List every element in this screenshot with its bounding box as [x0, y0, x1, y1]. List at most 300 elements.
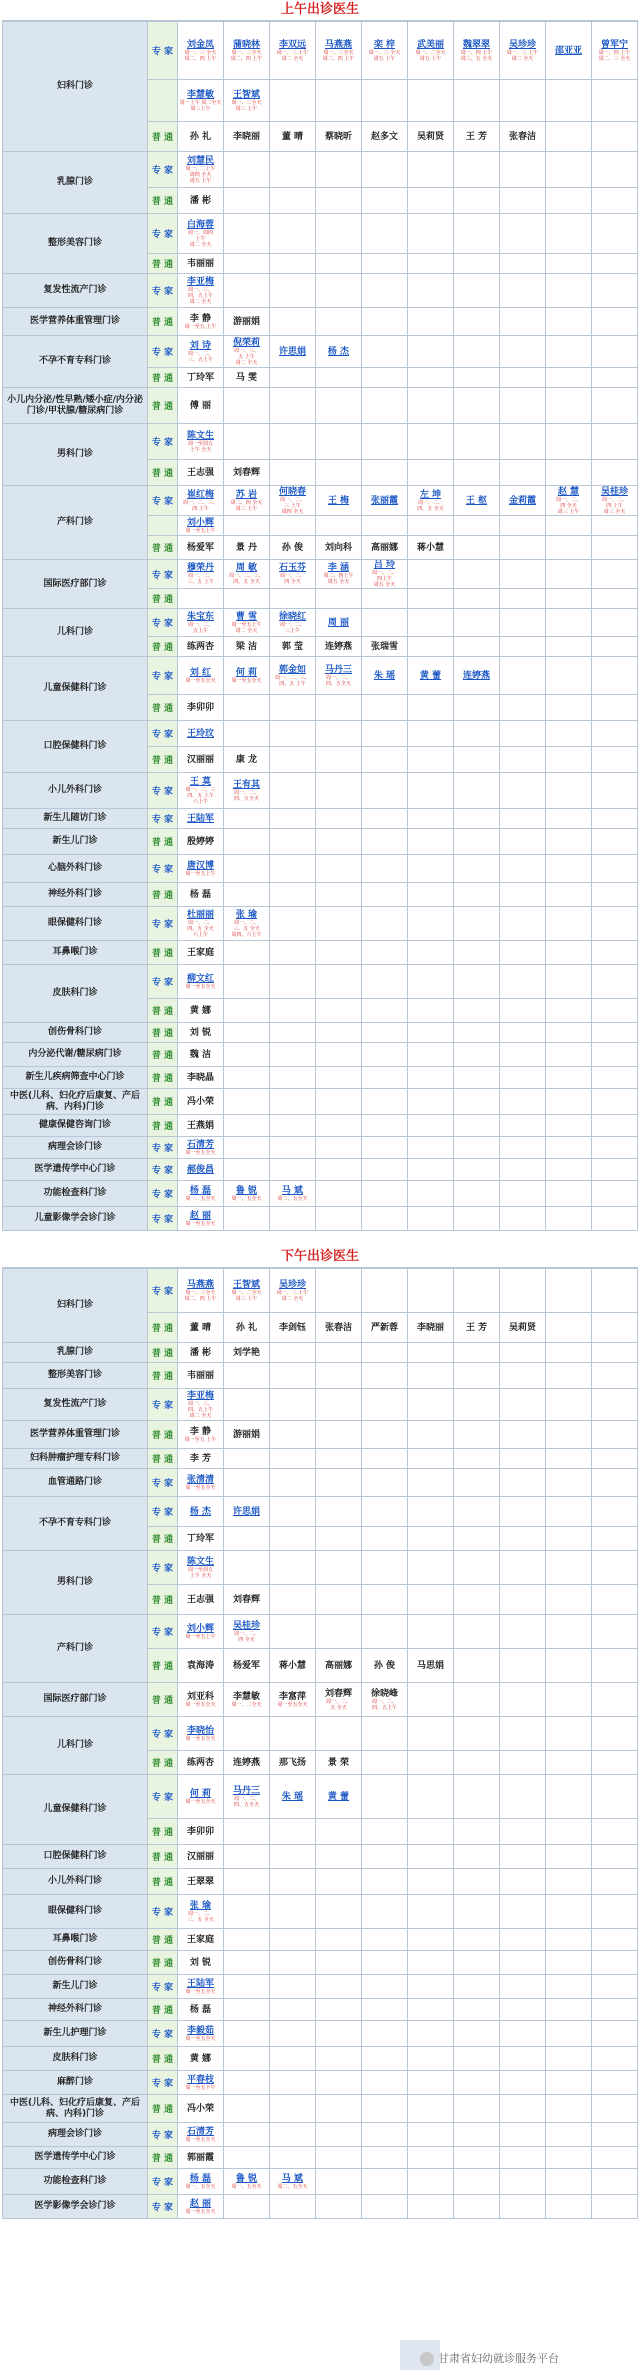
- doctor-name[interactable]: 冯小荣: [186, 1096, 214, 1107]
- doctor-name[interactable]: 李卯卯: [186, 1826, 214, 1837]
- doctor-name[interactable]: 刘慧民: [186, 155, 214, 166]
- doctor-name[interactable]: 黄 娜: [189, 2053, 212, 2064]
- doctor-name[interactable]: 鲁 锐: [235, 1185, 258, 1196]
- doctor-cell: [270, 1551, 316, 1585]
- doctor-cell: [224, 486, 270, 516]
- doctor-name[interactable]: 刘春辉: [324, 1688, 352, 1699]
- doctor-cell: [224, 1615, 270, 1649]
- doctor-name[interactable]: 刘学艳: [232, 1347, 260, 1358]
- doctor-cell: [592, 1023, 638, 1043]
- table-row: [3, 1137, 638, 1159]
- doctor-name[interactable]: 马燕燕: [186, 1279, 214, 1290]
- doctor-name[interactable]: 杨 磊: [189, 1185, 212, 1196]
- doctor-name[interactable]: 吴莉贤: [508, 1322, 536, 1333]
- doctor-name[interactable]: 王智斌: [232, 1279, 260, 1290]
- table-row: [3, 1497, 638, 1527]
- doctor-cell: [408, 1869, 454, 1895]
- doctor-cell: [362, 2123, 408, 2147]
- doctor-name[interactable]: 倪荣莉: [232, 337, 260, 348]
- doctor-name[interactable]: 刘小辉: [186, 517, 214, 528]
- doctor-cell: [224, 274, 270, 308]
- doctor-cell: [500, 560, 546, 589]
- expert-label: 专 家: [148, 1207, 178, 1231]
- doctor-cell: [592, 1751, 638, 1775]
- general-label: 普 通: [148, 1819, 178, 1845]
- doctor-name[interactable]: 吕 玲: [373, 560, 396, 570]
- table-row: [3, 1269, 638, 1313]
- schedule-note: 周一、三全天 周二、四 上午: [230, 49, 263, 62]
- schedule-note: 周一、二、三、 四、五 全天: [228, 573, 264, 585]
- doctor-name[interactable]: 王有其: [232, 779, 260, 790]
- doctor-name[interactable]: 魏 洁: [189, 1049, 212, 1060]
- doctor-cell: [362, 941, 408, 965]
- expert-label: 专 家: [148, 1615, 178, 1649]
- schedule-note: 周一、二、 四上午 周五 全天: [371, 570, 397, 588]
- doctor-name[interactable]: 王 莫: [189, 776, 212, 787]
- doctor-name[interactable]: 景 丹: [235, 542, 258, 553]
- doctor-cell: [270, 1269, 316, 1313]
- doctor-name[interactable]: 康 龙: [235, 754, 258, 765]
- doctor-cell: [224, 589, 270, 609]
- table-row: [3, 829, 638, 855]
- doctor-name[interactable]: 栾 梓: [373, 39, 396, 50]
- doctor-name[interactable]: 王 枢: [465, 495, 488, 506]
- doctor-cell: [592, 1067, 638, 1089]
- doctor-name[interactable]: 王志强: [186, 1594, 214, 1605]
- doctor-cell: [546, 1751, 592, 1775]
- doctor-cell: [178, 1869, 224, 1895]
- doctor-name[interactable]: 刘春辉: [232, 467, 260, 478]
- department-name: 神经外科门诊: [3, 1999, 148, 2021]
- doctor-cell: [500, 1951, 546, 1975]
- department-name: 皮肤科门诊: [3, 965, 148, 1023]
- doctor-name[interactable]: 韦丽丽: [186, 1370, 214, 1381]
- doctor-name[interactable]: 杨 磊: [189, 2173, 212, 2184]
- doctor-name[interactable]: 赵 丽: [189, 1210, 212, 1221]
- doctor-name[interactable]: 刘小辉: [186, 1623, 214, 1634]
- doctor-name[interactable]: 汉丽丽: [186, 1851, 214, 1862]
- doctor-name[interactable]: 李剑钰: [278, 1322, 306, 1333]
- doctor-name[interactable]: 李富萍: [278, 1691, 306, 1702]
- doctor-cell: [500, 637, 546, 657]
- doctor-name[interactable]: 许思娟: [232, 1506, 260, 1517]
- doctor-cell: [408, 1929, 454, 1951]
- doctor-cell: [546, 1115, 592, 1137]
- doctor-cell: [224, 999, 270, 1023]
- doctor-name[interactable]: 李慧敏: [232, 1691, 260, 1702]
- doctor-name[interactable]: 严新蓉: [370, 1322, 398, 1333]
- doctor-cell: [408, 2021, 454, 2047]
- doctor-name[interactable]: 丁玲军: [186, 1533, 214, 1544]
- doctor-name[interactable]: 蔡晓昕: [324, 131, 352, 142]
- doctor-name[interactable]: 马思娟: [416, 1660, 444, 1671]
- doctor-name[interactable]: 刘 锐: [189, 1027, 212, 1038]
- doctor-cell: [316, 1869, 362, 1895]
- doctor-name[interactable]: 孙 俊: [373, 1660, 396, 1671]
- doctor-cell: [408, 809, 454, 829]
- doctor-name[interactable]: 黄 蕾: [419, 670, 442, 681]
- doctor-name[interactable]: 柳文红: [186, 973, 214, 984]
- doctor-name[interactable]: 蒋小慧: [278, 1660, 306, 1671]
- doctor-name[interactable]: 景 荣: [327, 1757, 350, 1768]
- doctor-name[interactable]: 孙 礼: [189, 131, 212, 142]
- doctor-name[interactable]: 高丽娜: [324, 1660, 352, 1671]
- doctor-name[interactable]: 傅 丽: [189, 400, 212, 411]
- doctor-name[interactable]: 游丽娟: [232, 1429, 260, 1440]
- doctor-name[interactable]: 杨 杰: [327, 346, 350, 357]
- doctor-cell: [500, 1775, 546, 1819]
- doctor-name[interactable]: 刘金凤: [186, 39, 214, 50]
- doctor-name[interactable]: 孙 俊: [281, 542, 304, 553]
- doctor-name[interactable]: 王燕娟: [186, 1120, 214, 1131]
- doctor-name[interactable]: 郝俊昌: [186, 1164, 214, 1175]
- doctor-name[interactable]: 王陆军: [186, 1978, 214, 1989]
- doctor-name[interactable]: 石清芳: [186, 1139, 214, 1150]
- doctor-cell: [454, 1067, 500, 1089]
- doctor-name[interactable]: 王家庭: [186, 1934, 214, 1945]
- doctor-cell: [224, 965, 270, 999]
- doctor-name[interactable]: 徐晓峰: [370, 1688, 398, 1699]
- doctor-name[interactable]: 殷婷婷: [186, 836, 214, 847]
- schedule-note: 周一、二上午 周四 全天 周五 上午: [185, 165, 216, 184]
- doctor-name[interactable]: 李晓怡: [186, 1725, 214, 1736]
- department-name: 妇科肿瘤护理专科门诊: [3, 1449, 148, 1469]
- doctor-cell: [224, 1181, 270, 1207]
- doctor-cell: [546, 460, 592, 486]
- doctor-name[interactable]: 王 芳: [465, 1322, 488, 1333]
- doctor-cell: [316, 1269, 362, 1313]
- doctor-name[interactable]: 吴桂珍: [600, 486, 628, 497]
- doctor-name[interactable]: 鲁 锐: [235, 2173, 258, 2184]
- doctor-name[interactable]: 郭金如: [278, 664, 306, 675]
- doctor-name[interactable]: 何 莉: [235, 667, 258, 678]
- doctor-cell: [178, 368, 224, 388]
- doctor-cell: [454, 883, 500, 907]
- doctor-cell: [500, 2195, 546, 2219]
- doctor-cell: [224, 1159, 270, 1181]
- doctor-cell: [224, 1115, 270, 1137]
- doctor-name[interactable]: 张 瑜: [189, 1900, 212, 1911]
- doctor-name[interactable]: 李 静: [189, 1426, 212, 1437]
- doctor-name[interactable]: 唐汉博: [186, 860, 214, 871]
- doctor-name[interactable]: 杨 磊: [189, 2004, 212, 2015]
- doctor-name[interactable]: 马 斌: [281, 2173, 304, 2184]
- doctor-name[interactable]: 董 晴: [189, 1322, 212, 1333]
- doctor-cell: [178, 1023, 224, 1043]
- doctor-cell: [316, 1469, 362, 1497]
- doctor-cell: [316, 1043, 362, 1067]
- doctor-name[interactable]: 高丽娜: [370, 542, 398, 553]
- doctor-name[interactable]: 周 敏: [235, 563, 258, 573]
- department-name: 创伤骨科门诊: [3, 1023, 148, 1043]
- schedule-note: 周一、二、三、 四、五 上午: [274, 674, 310, 687]
- doctor-name[interactable]: 吴莉贤: [416, 131, 444, 142]
- doctor-name[interactable]: 张清清: [186, 1474, 214, 1485]
- doctor-name[interactable]: 蒋小慧: [416, 542, 444, 553]
- doctor-name[interactable]: 马 雯: [235, 372, 258, 383]
- doctor-name[interactable]: 石玉芬: [278, 563, 306, 573]
- doctor-name[interactable]: 刘向科: [324, 542, 352, 553]
- doctor-name[interactable]: 梁 洁: [235, 641, 258, 652]
- doctor-cell: [178, 536, 224, 560]
- doctor-name[interactable]: 郭丽霞: [186, 2152, 214, 2163]
- doctor-cell: [454, 1895, 500, 1929]
- doctor-cell: [454, 2095, 500, 2123]
- doctor-name[interactable]: 李亚梅: [186, 1390, 214, 1401]
- doctor-cell: [224, 1975, 270, 1999]
- table-row: [3, 308, 638, 336]
- doctor-name[interactable]: 许思娟: [278, 346, 306, 357]
- doctor-cell: [592, 907, 638, 941]
- doctor-cell: [592, 1089, 638, 1115]
- doctor-name[interactable]: 王家庭: [186, 947, 214, 958]
- doctor-name[interactable]: 李 静: [189, 313, 212, 324]
- doctor-name[interactable]: 杨 杰: [189, 1506, 212, 1517]
- doctor-name[interactable]: 游丽娟: [232, 316, 260, 327]
- doctor-cell: [270, 829, 316, 855]
- schedule-note: 周一、二、 四 全天: [279, 573, 305, 585]
- doctor-cell: [270, 1181, 316, 1207]
- doctor-cell: [316, 536, 362, 560]
- doctor-name[interactable]: 魏翠翠: [462, 39, 490, 50]
- doctor-name[interactable]: 刘亚科: [186, 1691, 214, 1702]
- doctor-name[interactable]: 李毅茹: [186, 2025, 214, 2036]
- general-label: 普 通: [148, 1343, 178, 1363]
- doctor-cell: [500, 254, 546, 274]
- doctor-name[interactable]: 徐晓红: [278, 611, 306, 622]
- doctor-cell: [316, 941, 362, 965]
- doctor-cell: [362, 1313, 408, 1343]
- doctor-cell: [178, 1895, 224, 1929]
- department-name: 国际医疗部门诊: [3, 1683, 148, 1717]
- doctor-name[interactable]: 那飞扬: [278, 1757, 306, 1768]
- department-name: 新生儿门诊: [3, 829, 148, 855]
- doctor-name[interactable]: 马丹三: [324, 664, 352, 675]
- doctor-name[interactable]: 袁海涛: [186, 1660, 214, 1671]
- doctor-cell: [546, 747, 592, 773]
- doctor-name[interactable]: 潘 彬: [189, 195, 212, 206]
- table-row: [3, 1615, 638, 1649]
- doctor-cell: [316, 1089, 362, 1115]
- schedule-note: 周一至五全天: [185, 1798, 216, 1805]
- doctor-name[interactable]: 连婷燕: [462, 670, 490, 681]
- doctor-name[interactable]: 丁玲军: [186, 372, 214, 383]
- schedule-note: 周一、二、 四、五 全天 六上午: [187, 919, 214, 938]
- doctor-name[interactable]: 杜丽丽: [186, 909, 214, 920]
- doctor-name[interactable]: 张丽霞: [370, 495, 398, 506]
- doctor-name[interactable]: 王智斌: [232, 89, 260, 100]
- doctor-cell: [362, 1115, 408, 1137]
- doctor-name[interactable]: 刘春辉: [232, 1594, 260, 1605]
- doctor-cell: [408, 637, 454, 657]
- doctor-name[interactable]: 韦丽丽: [186, 258, 214, 269]
- doctor-cell: [362, 308, 408, 336]
- doctor-name[interactable]: 白海蓉: [186, 219, 214, 230]
- doctor-name[interactable]: 石清芳: [186, 2126, 214, 2137]
- doctor-name[interactable]: 黄 蕾: [327, 1791, 350, 1802]
- doctor-cell: [546, 883, 592, 907]
- doctor-name[interactable]: 刘 锐: [189, 1957, 212, 1968]
- doctor-name[interactable]: 连婷燕: [324, 641, 352, 652]
- doctor-cell: [316, 1585, 362, 1615]
- doctor-name[interactable]: 赵多文: [370, 131, 398, 142]
- table-row: [3, 1895, 638, 1929]
- doctor-name[interactable]: 朱宝东: [186, 611, 214, 622]
- doctor-cell: [454, 2169, 500, 2195]
- doctor-name[interactable]: 杨 磊: [189, 889, 212, 900]
- doctor-name[interactable]: 郭 莹: [281, 641, 304, 652]
- department-name: 妇科门诊: [3, 1269, 148, 1343]
- doctor-cell: [408, 122, 454, 152]
- doctor-cell: [362, 1137, 408, 1159]
- department-name: 新生儿门诊: [3, 1975, 148, 1999]
- table-row: [3, 1023, 638, 1043]
- doctor-name[interactable]: 王 芳: [465, 131, 488, 142]
- doctor-name[interactable]: 何 莉: [189, 1788, 212, 1799]
- doctor-cell: [592, 308, 638, 336]
- doctor-name[interactable]: 连婷燕: [232, 1757, 260, 1768]
- doctor-cell: [316, 1683, 362, 1717]
- doctor-name[interactable]: 朱 瑶: [281, 1791, 304, 1802]
- schedule-note: 周二、四上午 周五 全天: [323, 573, 354, 585]
- doctor-name[interactable]: 吴珍珍: [508, 39, 536, 50]
- doctor-name[interactable]: 金莉霞: [508, 495, 536, 506]
- doctor-name[interactable]: 王翠翠: [186, 1876, 214, 1887]
- doctor-name[interactable]: 陈文生: [186, 1556, 214, 1567]
- doctor-cell: [454, 1115, 500, 1137]
- doctor-name[interactable]: 李晓丽: [416, 1322, 444, 1333]
- doctor-name[interactable]: 王玲玟: [186, 728, 214, 739]
- department-name: 病理会诊门诊: [3, 2123, 148, 2147]
- doctor-cell: [270, 2071, 316, 2095]
- doctor-cell: [546, 965, 592, 999]
- doctor-name[interactable]: 赵 丽: [189, 2198, 212, 2209]
- doctor-name[interactable]: 李卯卯: [186, 702, 214, 713]
- doctor-name[interactable]: 平春枝: [186, 2074, 214, 2085]
- doctor-name[interactable]: 马 斌: [281, 1185, 304, 1196]
- doctor-cell: [362, 637, 408, 657]
- doctor-name[interactable]: 董 晴: [281, 131, 304, 142]
- doctor-name[interactable]: 王 梅: [327, 495, 350, 506]
- doctor-cell: [546, 1869, 592, 1895]
- doctor-name[interactable]: 刘 诗: [189, 340, 212, 351]
- doctor-name[interactable]: 李双远: [278, 39, 306, 50]
- doctor-name[interactable]: 蒲晓林: [232, 39, 260, 50]
- doctor-cell: [362, 1023, 408, 1043]
- doctor-name[interactable]: 吴桂珍: [232, 1620, 260, 1631]
- doctor-name[interactable]: 杨爱军: [232, 1660, 260, 1671]
- doctor-cell: [362, 883, 408, 907]
- doctor-name[interactable]: 练两杏: [186, 1757, 214, 1768]
- doctor-name[interactable]: 杨爱军: [186, 542, 214, 553]
- doctor-name[interactable]: 李亚梅: [186, 276, 214, 287]
- doctor-cell: [454, 388, 500, 424]
- doctor-cell: [500, 368, 546, 388]
- doctor-name[interactable]: 张 瑜: [235, 909, 258, 920]
- doctor-name[interactable]: 武美丽: [416, 39, 444, 50]
- doctor-name[interactable]: 汉丽丽: [186, 754, 214, 765]
- doctor-cell: [408, 460, 454, 486]
- doctor-name[interactable]: 吴珍珍: [278, 1279, 306, 1290]
- doctor-cell: [316, 368, 362, 388]
- doctor-name[interactable]: 张瑞雪: [370, 641, 398, 652]
- schedule-note: 周一、五全天: [185, 1195, 216, 1202]
- doctor-cell: [592, 1585, 638, 1615]
- doctor-cell: [592, 695, 638, 721]
- schedule-note: 周一、三全天 周二、四 上午: [184, 1289, 217, 1302]
- doctor-cell: [592, 368, 638, 388]
- schedule-note: 周一、二、 四 上午 周三 全天: [601, 496, 627, 515]
- doctor-name[interactable]: 李晓丽: [232, 131, 260, 142]
- doctor-cell: [178, 1845, 224, 1869]
- doctor-name[interactable]: 陈文生: [186, 430, 214, 441]
- doctor-cell: [270, 999, 316, 1023]
- doctor-cell: [178, 1343, 224, 1363]
- doctor-name[interactable]: 曾军宁: [600, 39, 628, 50]
- doctor-name[interactable]: 苏 岩: [235, 489, 258, 500]
- doctor-cell: [592, 965, 638, 999]
- doctor-name[interactable]: 邵亚亚: [554, 45, 582, 56]
- doctor-cell: [270, 2195, 316, 2219]
- doctor-cell: [178, 308, 224, 336]
- doctor-cell: [454, 1527, 500, 1551]
- doctor-name[interactable]: 赵 慧: [557, 486, 580, 497]
- doctor-name[interactable]: 穆荣丹: [186, 563, 214, 573]
- doctor-name[interactable]: 左 坤: [419, 489, 442, 500]
- doctor-cell: [224, 1649, 270, 1683]
- doctor-name[interactable]: 何晓春: [278, 486, 306, 497]
- doctor-cell: [454, 80, 500, 122]
- doctor-cell: [178, 516, 224, 536]
- doctor-cell: [270, 773, 316, 809]
- doctor-name[interactable]: 冯小荣: [186, 2103, 214, 2114]
- doctor-name[interactable]: 马燕燕: [324, 39, 352, 50]
- doctor-name[interactable]: 孙 礼: [235, 1322, 258, 1333]
- doctor-cell: [270, 2169, 316, 2195]
- doctor-cell: [178, 829, 224, 855]
- doctor-name[interactable]: 张春洁: [508, 131, 536, 142]
- doctor-name[interactable]: 张春洁: [324, 1322, 352, 1333]
- doctor-cell: [178, 2169, 224, 2195]
- doctor-cell: [224, 2047, 270, 2071]
- doctor-cell: [362, 809, 408, 829]
- schedule-note: 周一、二、 三、五上午: [187, 350, 213, 363]
- department-name: 男科门诊: [3, 1551, 148, 1615]
- doctor-name[interactable]: 马丹三: [232, 1785, 260, 1796]
- doctor-name[interactable]: 王陆军: [186, 813, 214, 824]
- doctor-name[interactable]: 练两杏: [186, 641, 214, 652]
- doctor-name[interactable]: 周 丽: [327, 617, 350, 628]
- doctor-name[interactable]: 王志强: [186, 467, 214, 478]
- doctor-name[interactable]: 崔红梅: [186, 489, 214, 500]
- doctor-name[interactable]: 李 涵: [327, 563, 350, 573]
- doctor-name[interactable]: 李慧敏: [186, 89, 214, 100]
- department-name: 眼保健科门诊: [3, 1895, 148, 1929]
- doctor-name[interactable]: 刘 红: [189, 667, 212, 678]
- doctor-cell: [270, 214, 316, 254]
- doctor-name[interactable]: 朱 瑶: [373, 670, 396, 681]
- doctor-name[interactable]: 曹 雪: [235, 611, 258, 622]
- doctor-name[interactable]: 黄 娜: [189, 1005, 212, 1016]
- doctor-name[interactable]: 潘 彬: [189, 1347, 212, 1358]
- doctor-name[interactable]: 李 芳: [189, 1453, 212, 1464]
- doctor-name[interactable]: 李晓晶: [186, 1072, 214, 1083]
- doctor-cell: [316, 1649, 362, 1683]
- schedule-note: 周一、四 上午 周三、五 全天: [460, 49, 493, 62]
- doctor-cell: [362, 1975, 408, 1999]
- schedule-note: 周一、五全天: [231, 1195, 262, 1202]
- doctor-cell: [454, 637, 500, 657]
